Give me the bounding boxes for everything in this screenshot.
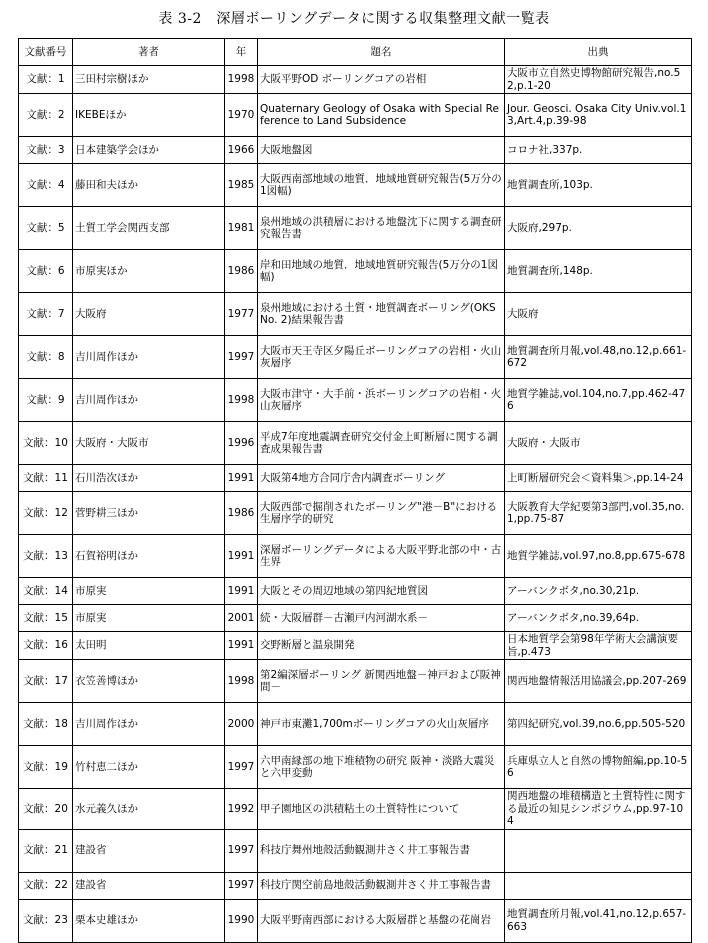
cell-number: 文献：11 <box>19 465 73 492</box>
cell-author: 菅野耕三ほか <box>73 492 225 535</box>
header-author: 著者 <box>73 39 225 66</box>
cell-number: 文献：12 <box>19 492 73 535</box>
cell-year: 1991 <box>225 535 258 578</box>
cell-author: 竹村恵二ほか <box>73 746 225 789</box>
cell-number: 文献：23 <box>19 899 73 942</box>
cell-author: 市原実 <box>73 605 225 632</box>
cell-year: 1981 <box>225 207 258 250</box>
cell-title: 泉州地域の洪積層における地盤沈下に関する調査研究報告書 <box>258 207 505 250</box>
cell-year: 1991 <box>225 465 258 492</box>
cell-year: 1986 <box>225 492 258 535</box>
cell-source: 第四紀研究,vol.39,no.6,pp.505-520 <box>505 703 692 746</box>
cell-source: 地質調査所,103p. <box>505 164 692 207</box>
table-row <box>19 746 692 789</box>
cell-author: 石川浩次ほか <box>73 465 225 492</box>
header-title: 題名 <box>258 39 505 66</box>
cell-author: 石賀裕明ほか <box>73 535 225 578</box>
cell-author: 藤田和夫ほか <box>73 164 225 207</box>
table-row <box>19 465 692 492</box>
cell-number: 文献：7 <box>19 293 73 336</box>
header-source: 出典 <box>505 39 692 66</box>
cell-author: 吉川周作ほか <box>73 703 225 746</box>
cell-author: 建設省 <box>73 872 225 899</box>
cell-number: 文献：1 <box>19 66 73 94</box>
table-row <box>19 829 692 872</box>
header-row <box>19 39 692 66</box>
cell-source: 大阪府,297p. <box>505 207 692 250</box>
cell-number: 文献：9 <box>19 379 73 422</box>
cell-source: 大阪府・大阪市 <box>505 422 692 465</box>
cell-number: 文献：13 <box>19 535 73 578</box>
cell-year: 1997 <box>225 336 258 379</box>
cell-source: Jour. Geosci. Osaka City Univ.vol.13,Art.4,p.39-98 <box>505 94 692 137</box>
cell-number: 文献：6 <box>19 250 73 293</box>
cell-author: 三田村宗樹ほか <box>73 66 225 94</box>
cell-year: 1997 <box>225 829 258 872</box>
cell-number: 文献：21 <box>19 829 73 872</box>
cell-author: 大阪府・大阪市 <box>73 422 225 465</box>
cell-number: 文献：4 <box>19 164 73 207</box>
cell-title: 交野断層と温泉開発 <box>258 632 505 660</box>
cell-title: 科技庁関空前島地殻活動観測井さく井工事報告書 <box>258 872 505 899</box>
cell-source: 地質調査所月報,vol.48,no.12,p.661-672 <box>505 336 692 379</box>
cell-title: Quaternary Geology of Osaka with Special Reference to Land Subsidence <box>258 94 505 137</box>
cell-title: 泉州地域における土質・地質調査ボーリング(OKS No. 2)結果報告書 <box>258 293 505 336</box>
cell-source: アーバンクボタ,no.39,64p. <box>505 605 692 632</box>
table-row <box>19 164 692 207</box>
table-row <box>19 789 692 830</box>
table-row <box>19 535 692 578</box>
cell-year: 1986 <box>225 250 258 293</box>
cell-number: 文献：15 <box>19 605 73 632</box>
table-row <box>19 492 692 535</box>
cell-number: 文献：10 <box>19 422 73 465</box>
cell-year: 1998 <box>225 379 258 422</box>
table-row <box>19 605 692 632</box>
cell-source: 地質調査所月報,vol.41,no.12,p.657-663 <box>505 899 692 942</box>
cell-number: 文献：19 <box>19 746 73 789</box>
cell-author: 衣笠善博ほか <box>73 660 225 703</box>
cell-number: 文献：3 <box>19 137 73 164</box>
cell-title: 大阪市津守・大手前・浜ボーリングコアの岩相・火山灰層序 <box>258 379 505 422</box>
cell-title: 神戸市東灘1,700mボーリングコアの火山灰層序 <box>258 703 505 746</box>
cell-year: 1998 <box>225 660 258 703</box>
cell-year: 1966 <box>225 137 258 164</box>
cell-title: 大阪西南部地域の地質．地域地質研究報告(5万分の1図幅) <box>258 164 505 207</box>
reference-table <box>18 38 692 943</box>
cell-title: 科技庁舞州地殻活動観測井さく井工事報告書 <box>258 829 505 872</box>
cell-year: 1991 <box>225 632 258 660</box>
cell-author: 太田明 <box>73 632 225 660</box>
cell-author: 水元義久ほか <box>73 789 225 830</box>
cell-author: 建設省 <box>73 829 225 872</box>
table-row <box>19 703 692 746</box>
cell-year: 1991 <box>225 578 258 605</box>
cell-author: 吉川周作ほか <box>73 379 225 422</box>
table-row <box>19 872 692 899</box>
cell-title: 大阪平野南西部における大阪層群と基盤の花崗岩 <box>258 899 505 942</box>
table-row <box>19 293 692 336</box>
cell-year: 1997 <box>225 872 258 899</box>
cell-title: 六甲南縁部の地下堆積物の研究 阪神・淡路大震災と六甲変動 <box>258 746 505 789</box>
cell-source: 関西地盤情報活用協議会,pp.207-269 <box>505 660 692 703</box>
cell-source: アーバンクボタ,no.30,21p. <box>505 578 692 605</box>
cell-title: 平成7年度地震調査研究交付金上町断層に関する調査成果報告書 <box>258 422 505 465</box>
cell-year: 1970 <box>225 94 258 137</box>
cell-number: 文献：2 <box>19 94 73 137</box>
cell-title: 岸和田地域の地質．地域地質研究報告(5万分の1図幅) <box>258 250 505 293</box>
cell-title: 大阪西部で掘削されたボーリング"港－B"における生層序学的研究 <box>258 492 505 535</box>
table-row <box>19 137 692 164</box>
cell-number: 文献：18 <box>19 703 73 746</box>
cell-source: 関西地盤の堆積構造と土質特性に関する最近の知見シンポジウム,pp.97-104 <box>505 789 692 830</box>
cell-author: 市原実 <box>73 578 225 605</box>
table-row <box>19 207 692 250</box>
cell-year: 1992 <box>225 789 258 830</box>
cell-source: 上町断層研究会＜資料集＞,pp.14-24 <box>505 465 692 492</box>
cell-source: 地質学雑誌,vol.97,no.8,pp.675-678 <box>505 535 692 578</box>
cell-source: コロナ社,337p. <box>505 137 692 164</box>
cell-title: 深層ボーリングデータによる大阪平野北部の中・古生界 <box>258 535 505 578</box>
table-row <box>19 422 692 465</box>
cell-author: 吉川周作ほか <box>73 336 225 379</box>
cell-number: 文献：20 <box>19 789 73 830</box>
cell-source: 日本地質学会第98年学術大会講演要旨,p.473 <box>505 632 692 660</box>
table-row <box>19 336 692 379</box>
table-title: 表 3-2 深層ボーリングデータに関する収集整理文献一覧表 <box>158 11 550 27</box>
table-row <box>19 250 692 293</box>
cell-title: 大阪市天王寺区夕陽丘ボーリングコアの岩相・火山灰層序 <box>258 336 505 379</box>
cell-number: 文献：22 <box>19 872 73 899</box>
cell-source: 兵庫県立人と自然の博物館編,pp.10-56 <box>505 746 692 789</box>
cell-author: 市原実ほか <box>73 250 225 293</box>
cell-source: 大阪府 <box>505 293 692 336</box>
cell-source <box>505 829 692 872</box>
cell-number: 文献：16 <box>19 632 73 660</box>
cell-author: 土質工学会関西支部 <box>73 207 225 250</box>
cell-title: 第2編深層ボーリング 新関西地盤－神戸および阪神間－ <box>258 660 505 703</box>
cell-year: 2000 <box>225 703 258 746</box>
cell-title: 大阪平野OD ボーリングコアの岩相 <box>258 66 505 94</box>
cell-year: 1997 <box>225 746 258 789</box>
cell-title: 大阪とその周辺地域の第四紀地質図 <box>258 578 505 605</box>
header-num: 文献番号 <box>19 39 73 66</box>
cell-source <box>505 872 692 899</box>
cell-author: 栗本史雄ほか <box>73 899 225 942</box>
cell-source: 地質調査所,148p. <box>505 250 692 293</box>
cell-year: 1990 <box>225 899 258 942</box>
cell-title: 甲子園地区の洪積粘土の土質特性について <box>258 789 505 830</box>
cell-source: 大阪教育大学紀要第3部門,vol.35,no.1,pp.75-87 <box>505 492 692 535</box>
cell-year: 1977 <box>225 293 258 336</box>
cell-number: 文献：17 <box>19 660 73 703</box>
table-row <box>19 94 692 137</box>
cell-number: 文献：5 <box>19 207 73 250</box>
table-row <box>19 632 692 660</box>
header-year: 年 <box>225 39 258 66</box>
table-row <box>19 578 692 605</box>
cell-number: 文献：14 <box>19 578 73 605</box>
cell-number: 文献：8 <box>19 336 73 379</box>
cell-year: 1985 <box>225 164 258 207</box>
cell-title: 大阪地盤図 <box>258 137 505 164</box>
table-row <box>19 660 692 703</box>
cell-author: 日本建築学会ほか <box>73 137 225 164</box>
cell-source: 大阪市立自然史博物館研究報告,no.52,p.1-20 <box>505 66 692 94</box>
cell-year: 2001 <box>225 605 258 632</box>
cell-year: 1996 <box>225 422 258 465</box>
table-body <box>19 66 692 943</box>
cell-year: 1998 <box>225 66 258 94</box>
table-row <box>19 66 692 94</box>
cell-title: 続・大阪層群－古瀬戸内河湖水系－ <box>258 605 505 632</box>
table-row <box>19 899 692 942</box>
cell-author: 大阪府 <box>73 293 225 336</box>
cell-title: 大阪第4地方合同庁舎内調査ボーリング <box>258 465 505 492</box>
cell-author: IKEBEほか <box>73 94 225 137</box>
cell-source: 地質学雑誌,vol.104,no.7,pp.462-476 <box>505 379 692 422</box>
table-row <box>19 379 692 422</box>
